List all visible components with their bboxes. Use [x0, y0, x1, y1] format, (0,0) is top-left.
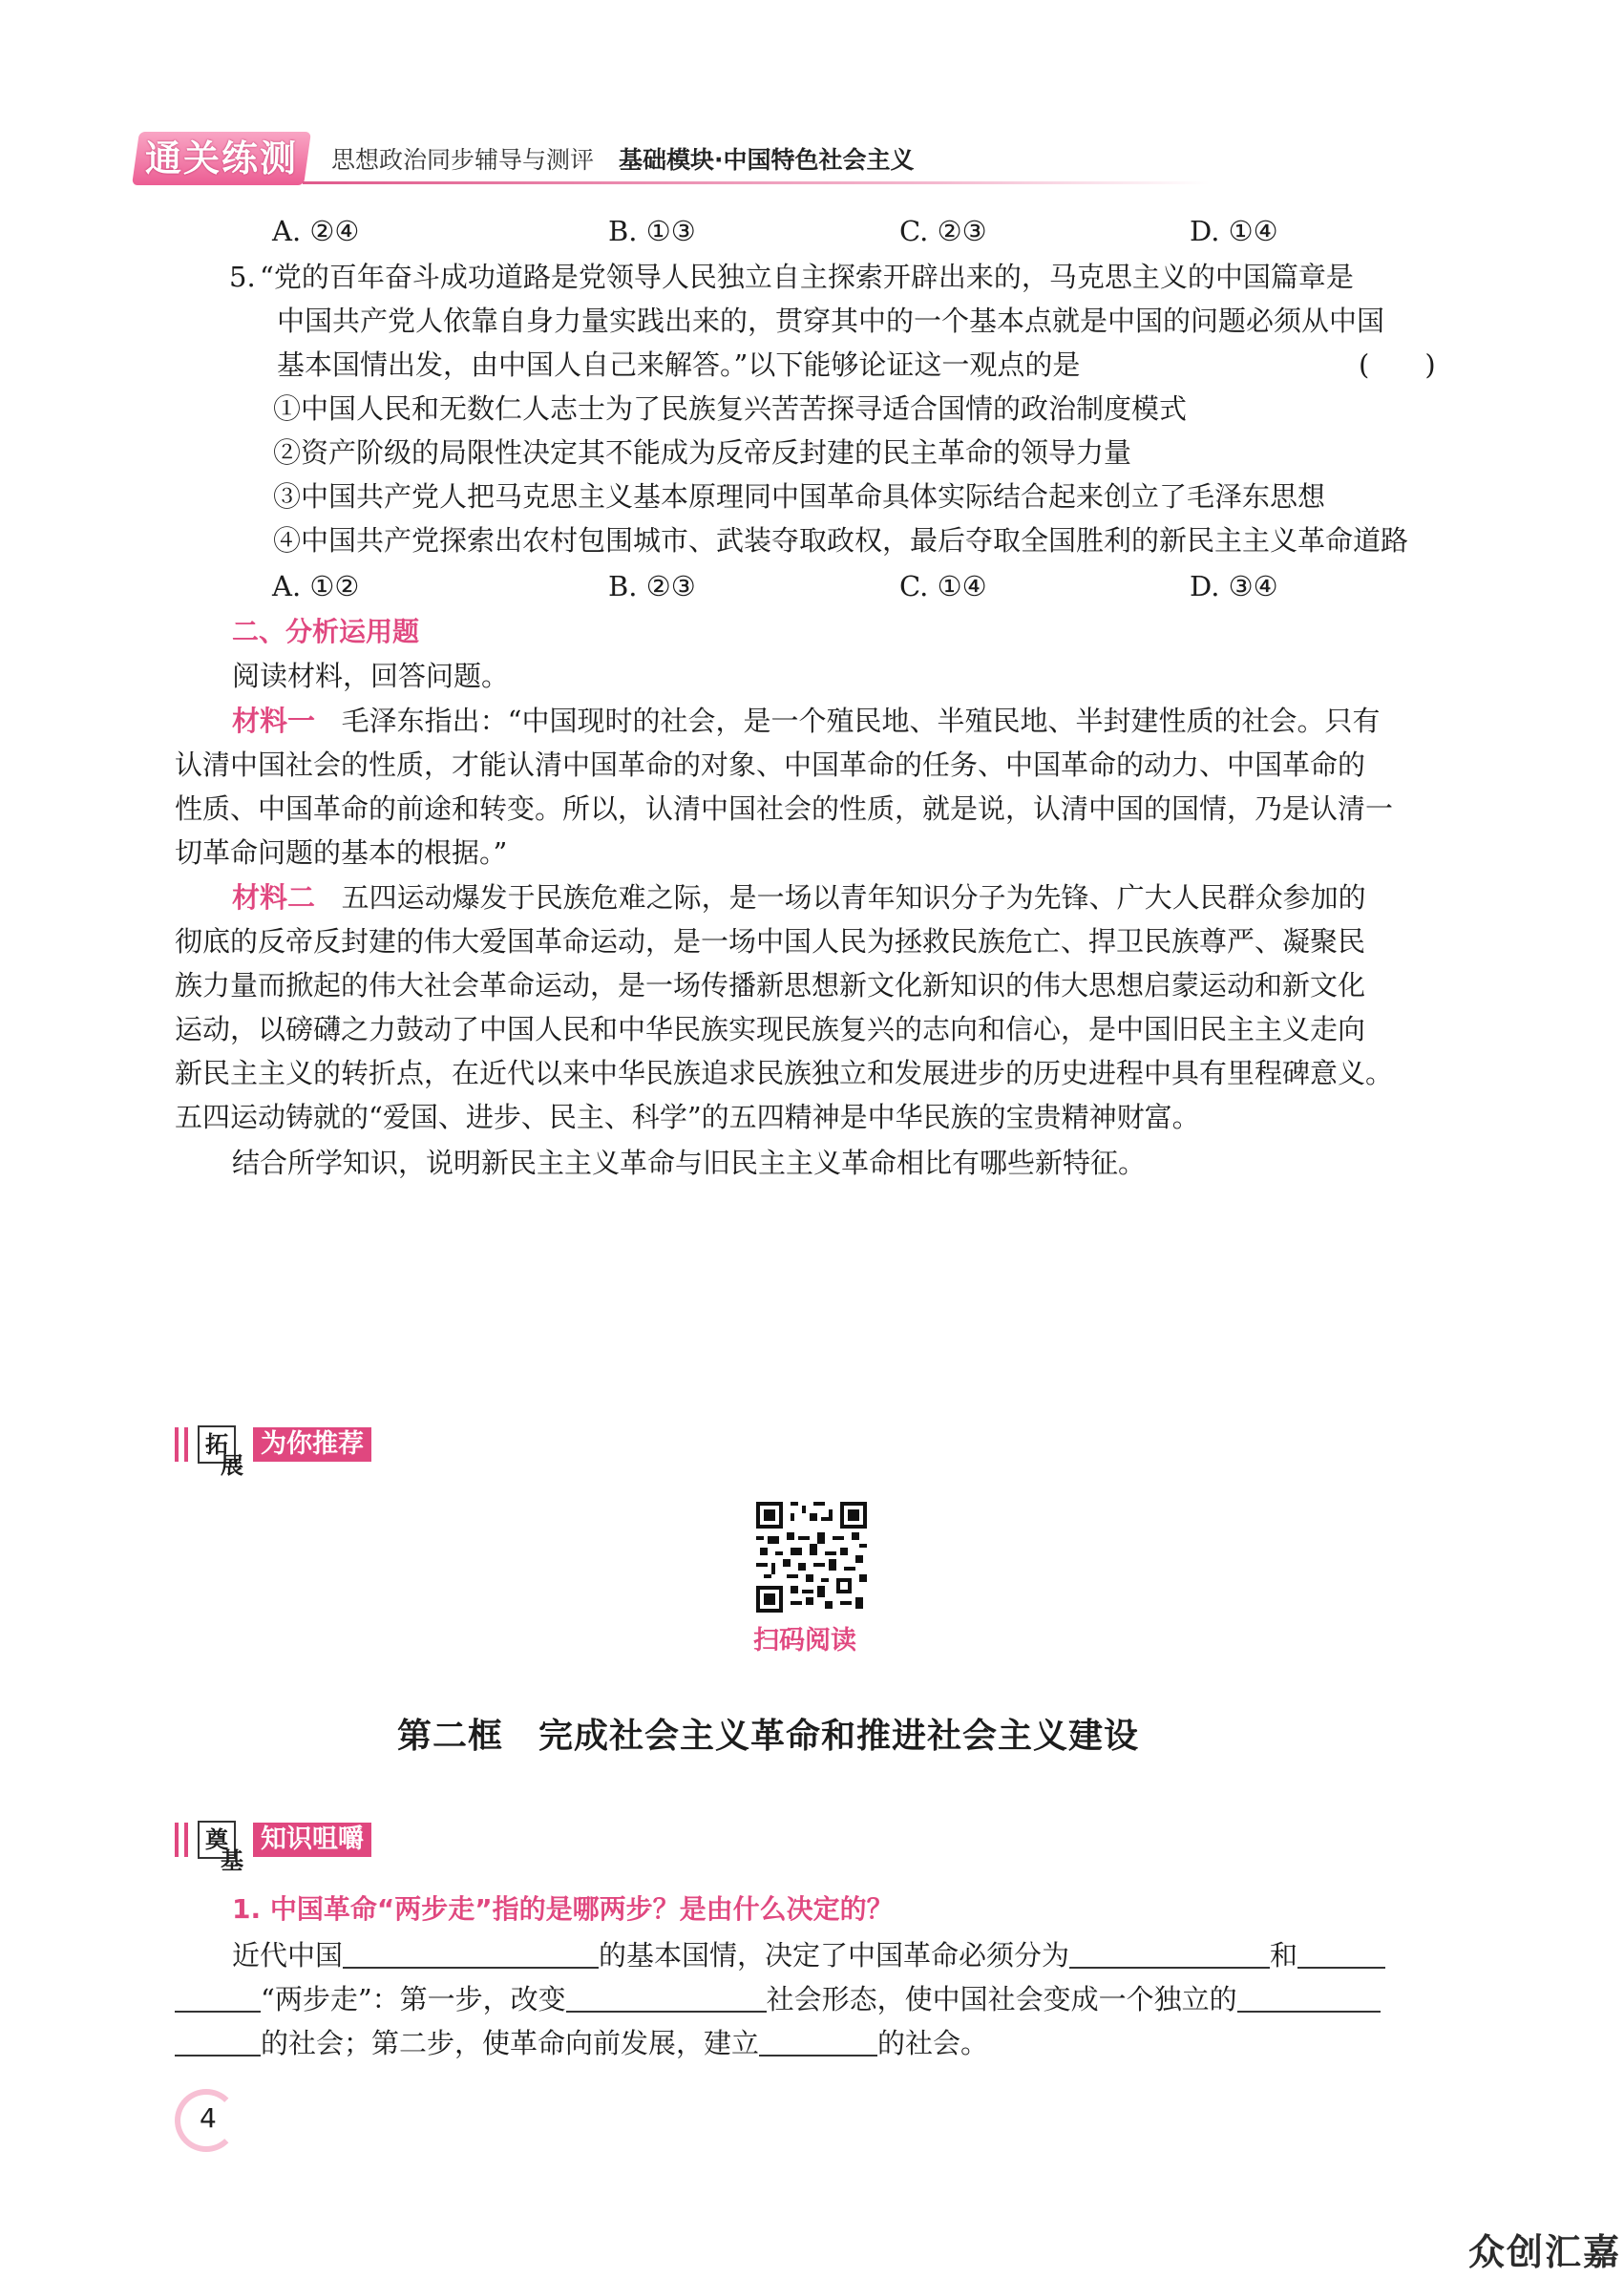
q4-option-c: C. ②③ [899, 215, 987, 247]
fill-text: 的基本国情，决定了中国革命必须分为 [599, 1939, 1070, 1972]
material-2-line-2: 彻底的反帝反封建的伟大爱国革命运动，是一场中国人民为拯救民族危亡、捍卫民族尊严、凝聚民 [175, 925, 1366, 958]
answer-parentheses: ( ) [1359, 348, 1436, 381]
material-2-line-3: 族力量而掀起的伟大社会革命运动，是一场传播新思想新文化新知识的伟大思想启蒙运动和新文化 [175, 969, 1366, 1002]
fill-line-3 [175, 2024, 988, 2062]
tag-label: 为你推荐 [253, 1427, 371, 1462]
q5-item-2: ②资产阶级的局限性决定其不能成为反帝反封建的民主革命的领导力量 [273, 436, 1132, 469]
fill-text: 近代中国 [232, 1939, 344, 1972]
fill-text: 和 [1270, 1939, 1298, 1972]
q4-option-b: B. ①③ [608, 215, 696, 247]
series-logo [132, 132, 311, 185]
answer-blank[interactable] [566, 1982, 767, 2013]
header-subtitle [331, 141, 915, 176]
material-2-line-5: 新民主主义的转折点，在近代以来中华民族追求民族独立和发展进步的历史进程中具有里程碑意义。 [175, 1057, 1394, 1089]
frame-title: 第二框 完成社会主义革命和推进社会主义建设 [397, 1716, 1140, 1756]
material-1-first-line [232, 702, 1381, 740]
material-1-label: 材料一 [232, 705, 316, 737]
tag-bars [175, 1427, 188, 1462]
answer-blank[interactable] [1297, 1938, 1385, 1969]
tag-box: 奠 [198, 1821, 236, 1859]
fill-text: 的社会。 [877, 2027, 989, 2059]
page-header [136, 132, 1472, 187]
material-1-line-3: 性质、中国革命的前途和转变。所以，认清中国社会的性质，就是说，认清中国的国情，乃是认清一 [175, 792, 1394, 825]
q5-item-3: ③中国共产党人把马克思主义基本原理同中国革命具体实际结合起来创立了毛泽东思想 [273, 480, 1326, 513]
tag-label: 知识咀嚼 [253, 1823, 371, 1857]
material-1-line-4: 切革命问题的基本的根据。” [175, 836, 508, 869]
watermark: 众创汇嘉 [1468, 2231, 1622, 2273]
section-title-analysis: 二、分析运用题 [232, 616, 420, 647]
q5-item-4: ④中国共产党探索出农村包围城市、武装夺取政权，最后夺取全国胜利的新民主主义革命道路 [273, 524, 1409, 557]
material-2-first-line [232, 878, 1366, 917]
material-2-line-6: 五四运动铸就的“爱国、进步、民主、科学”的五四精神是中华民族的宝贵精神财富。 [175, 1101, 1200, 1133]
q5-line-3: 基本国情出发，由中国人自己来解答。”以下能够论证这一观点的是 [277, 348, 1081, 381]
section-intro: 阅读材料，回答问题。 [232, 660, 510, 692]
tag-sub: 展 [221, 1452, 243, 1479]
analysis-question: 结合所学知识，说明新民主主义革命与旧民主主义革命相比有哪些新特征。 [232, 1147, 1147, 1179]
fill-line-2 [175, 1980, 1381, 2018]
material-2-label: 材料二 [232, 881, 316, 914]
fill-line-1 [232, 1936, 1385, 1974]
q5-option-c: C. ①④ [899, 570, 987, 602]
answer-blank[interactable] [175, 2026, 261, 2057]
knowledge-question-1: 1. 中国革命“两步走”指的是哪两步？是由什么决定的？ [232, 1893, 894, 1925]
answer-blank[interactable] [343, 1938, 599, 1969]
tag-sub: 基 [221, 1847, 243, 1874]
fill-text: 的社会；第二步，使革命向前发展，建立 [261, 2027, 760, 2059]
material-1-line-1: 毛泽东指出：“中国现时的社会，是一个殖民地、半殖民地、半封建性质的社会。只有 [341, 705, 1381, 737]
module-title: 基础模块·中国特色社会主义 [619, 146, 915, 174]
fill-text: 社会形态，使中国社会变成一个独立的 [766, 1983, 1237, 2015]
q5-option-b: B. ②③ [608, 570, 696, 602]
answer-blank[interactable] [175, 1982, 261, 2013]
tag-box: 拓 [198, 1425, 236, 1464]
q5-item-1: ①中国人民和无数仁人志士为了民族复兴苦苦探寻适合国情的政治制度模式 [273, 392, 1188, 425]
q5-option-d: D. ③④ [1190, 570, 1278, 602]
qr-label: 扫码阅读 [753, 1626, 856, 1656]
q4-option-a: A. ②④ [272, 215, 360, 247]
header-rule [303, 181, 1210, 184]
q5-number: 5. [229, 261, 256, 293]
logo-text: 通关练测 [144, 137, 298, 179]
q5-line-1: “党的百年奋斗成功道路是党领导人民独立自主探索开辟出来的，马克思主义的中国篇章是 [260, 261, 1354, 293]
material-1-line-2: 认清中国社会的性质，才能认清中国革命的对象、中国革命的任务、中国革命的动力、中国革命的 [175, 749, 1366, 781]
fill-text: “两步走”：第一步，改变 [261, 1983, 566, 2015]
qr-code[interactable] [756, 1502, 867, 1613]
q5-line-2: 中国共产党人依靠自身力量实践出来的，贯穿其中的一个基本点就是中国的问题必须从中国 [277, 305, 1385, 337]
answer-blank[interactable] [1237, 1982, 1381, 2013]
material-2-line-4: 运动，以磅礴之力鼓动了中国人民和中华民族实现民族复兴的志向和信心，是中国旧民主主义走向 [175, 1013, 1366, 1045]
page-number-badge [175, 2089, 238, 2152]
answer-blank[interactable] [759, 2026, 877, 2057]
q4-option-d: D. ①④ [1190, 215, 1278, 247]
answer-blank[interactable] [1069, 1938, 1270, 1969]
q5-option-a: A. ①② [272, 570, 360, 602]
material-2-line-1: 五四运动爆发于民族危难之际，是一场以青年知识分子为先锋、广大人民群众参加的 [341, 881, 1366, 914]
tag-bars [175, 1823, 188, 1857]
book-title: 思想政治同步辅导与测评 [331, 146, 595, 174]
page-number: 4 [200, 2102, 217, 2134]
